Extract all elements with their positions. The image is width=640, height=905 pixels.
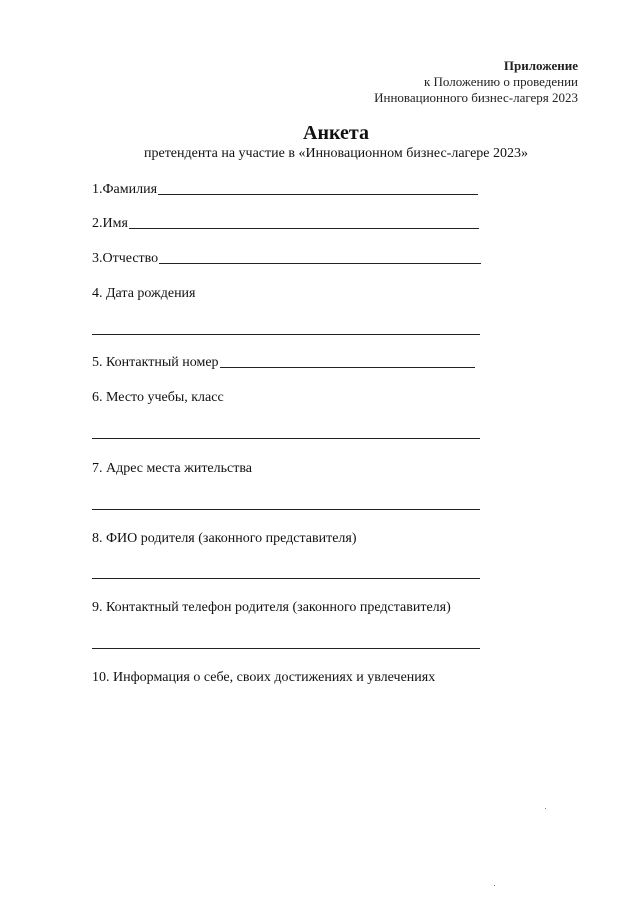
birth-date-label: 4. Дата рождения bbox=[92, 286, 196, 301]
patronymic-label: 3.Отчество bbox=[92, 251, 159, 266]
parent-phone-input-line[interactable] bbox=[92, 648, 480, 649]
form-subtitle: претендента на участие в «Инновационном бизнес-лагере 2023» bbox=[143, 146, 529, 161]
address-input-line[interactable] bbox=[92, 509, 480, 510]
name-input-line[interactable] bbox=[129, 227, 479, 229]
appendix-line-3: Инновационного бизнес-лагеря 2023 bbox=[374, 90, 578, 105]
appendix-header bbox=[374, 58, 578, 106]
form-title: Анкета bbox=[303, 122, 369, 144]
name-label: 2.Имя bbox=[92, 216, 128, 231]
parent-name-input-line[interactable] bbox=[92, 578, 480, 579]
patronymic-input-line[interactable] bbox=[159, 262, 481, 264]
appendix-line-2: к Положению о проведении bbox=[423, 74, 578, 89]
surname-input-line[interactable] bbox=[158, 193, 478, 195]
parent-name-label: 8. ФИО родителя (законного представителя) bbox=[92, 531, 357, 546]
surname-field bbox=[92, 182, 478, 198]
scan-speck bbox=[494, 885, 495, 886]
contact-number-label: 5. Контактный номер bbox=[92, 355, 219, 370]
school-label: 6. Место учебы, класс bbox=[92, 390, 224, 405]
parent-phone-label: 9. Контактный телефон родителя (законного представителя) bbox=[92, 600, 451, 615]
appendix-title: Приложение bbox=[503, 58, 578, 73]
birth-date-input-line[interactable] bbox=[92, 334, 480, 335]
scan-speck bbox=[545, 808, 546, 809]
surname-label: 1.Фамилия bbox=[92, 182, 158, 197]
contact-number-input-line[interactable] bbox=[220, 366, 475, 368]
name-field bbox=[92, 216, 479, 232]
school-input-line[interactable] bbox=[92, 438, 480, 439]
patronymic-field bbox=[92, 251, 481, 267]
contact-number-field bbox=[92, 355, 475, 371]
about-label: 10. Информация о себе, своих достижениях и увлечениях bbox=[92, 670, 436, 685]
address-label: 7. Адрес места жительства bbox=[92, 461, 252, 476]
